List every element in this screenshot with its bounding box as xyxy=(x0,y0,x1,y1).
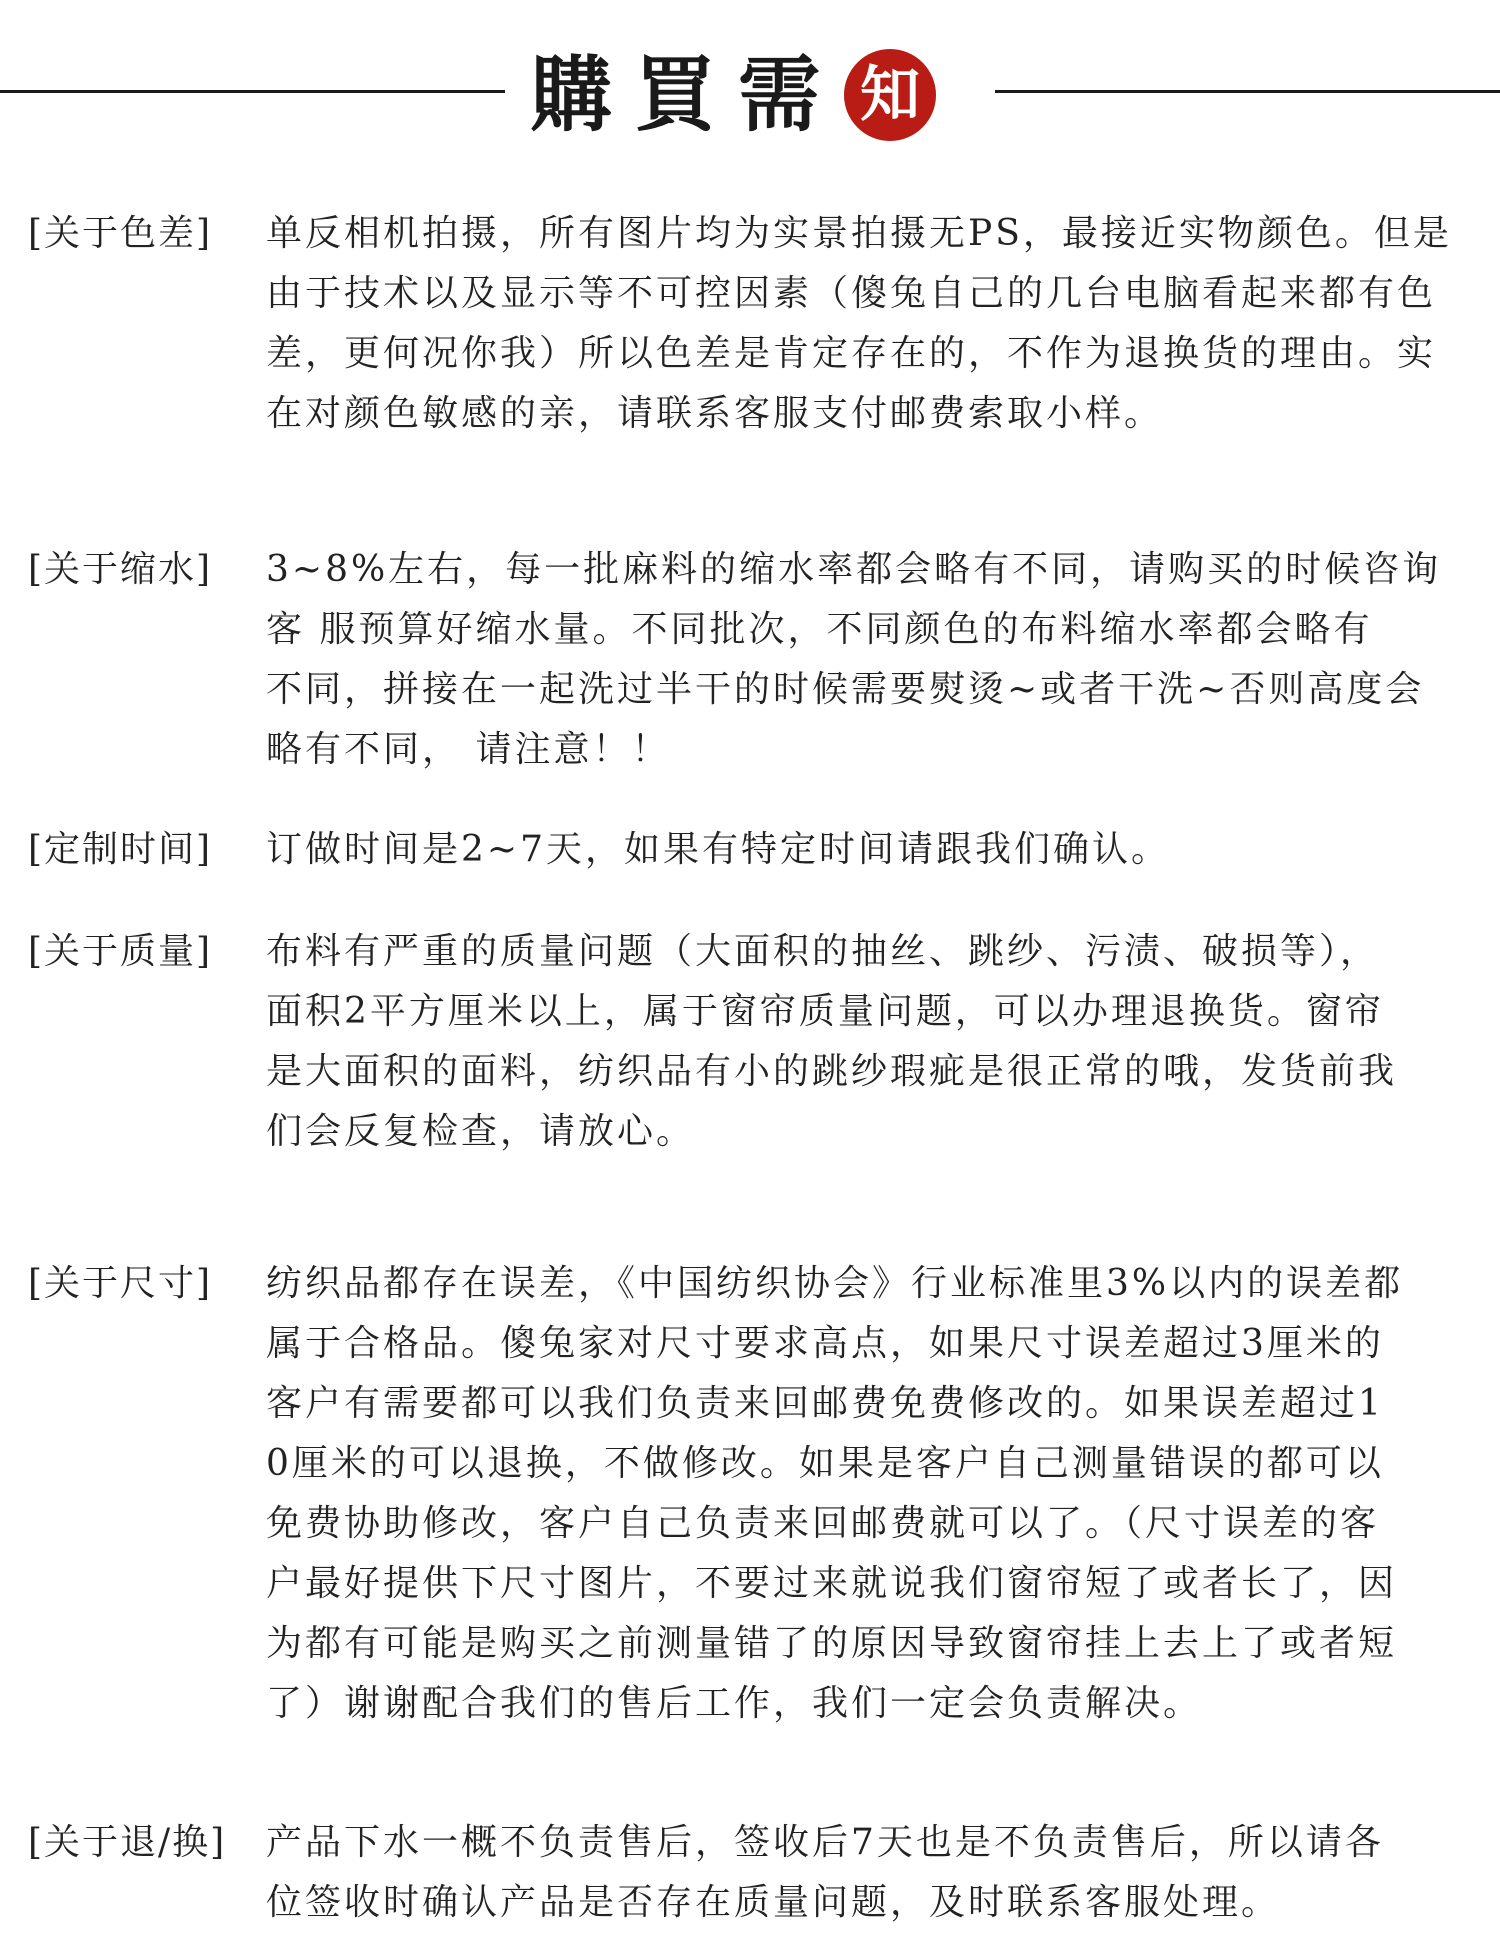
text-line: 产品下水一概不负责售后，签收后7天也是不负责售后，所以请各 xyxy=(266,1822,1384,1863)
text-line: 免费协助修改，客户自己负责来回邮费就可以了。（尺寸误差的客 xyxy=(266,1503,1380,1544)
section-label: [关于质量] xyxy=(28,931,213,972)
text-line: 订做时间是2~7天，如果有特定时间请跟我们确认。 xyxy=(266,829,1170,870)
section-label: [关于缩水] xyxy=(28,549,213,590)
text-line: 3~8%左右，每一批麻料的缩水率都会略有不同，请购买的时候咨询 xyxy=(266,549,1442,590)
text-line: 们会反复检查，请放心。 xyxy=(266,1111,696,1152)
text-line: 差，更何况你我）所以色差是肯定存在的，不作为退换货的理由。实 xyxy=(266,333,1437,374)
text-line: 略有不同， 请注意！！ xyxy=(266,729,671,770)
title-char-2: 買 xyxy=(634,47,717,143)
text-line: 客 服预算好缩水量。不同批次，不同颜色的布料缩水率都会略有 xyxy=(266,609,1373,650)
text-line: 属于合格品。傻兔家对尺寸要求高点，如果尺寸误差超过3厘米的 xyxy=(266,1323,1384,1364)
text-line: 位签收时确认产品是否存在质量问题，及时联系客服处理。 xyxy=(266,1882,1281,1923)
title-char-3: 需 xyxy=(738,47,821,143)
text-line: 纺织品都存在误差，《中国纺织协会》行业标准里3%以内的误差都 xyxy=(266,1263,1404,1304)
title-char-1: 購 xyxy=(530,47,613,143)
text-line: 为都有可能是购买之前测量错了的原因导致窗帘挂上去上了或者短 xyxy=(266,1623,1398,1664)
section-body xyxy=(266,1254,1466,1734)
text-line: 是大面积的面料，纺织品有小的跳纱瑕疵是很正常的哦，发货前我 xyxy=(266,1051,1398,1092)
section-body xyxy=(266,204,1466,444)
section-label: [关于退/换] xyxy=(28,1822,227,1863)
seal-stamp: 知 xyxy=(844,49,936,141)
section-label: [关于色差] xyxy=(28,213,213,254)
text-line: 由于技术以及显示等不可控因素（傻兔自己的几台电脑看起来都有色 xyxy=(266,273,1437,314)
section-body xyxy=(266,1813,1466,1933)
header-rule-left xyxy=(0,90,505,93)
page-title xyxy=(530,40,936,150)
text-line: 不同，拼接在一起洗过半干的时候需要熨烫~或者干洗~否则高度会 xyxy=(266,669,1425,710)
text-line: 单反相机拍摄，所有图片均为实景拍摄无PS，最接近实物颜色。但是 xyxy=(266,213,1452,254)
text-line: 客户有需要都可以我们负责来回邮费免费修改的。如果误差超过1 xyxy=(266,1383,1384,1424)
section-body xyxy=(266,922,1466,1162)
text-line: 户最好提供下尺寸图片，不要过来就说我们窗帘短了或者长了，因 xyxy=(266,1563,1398,1604)
header xyxy=(0,0,1500,190)
text-line: 0厘米的可以退换，不做修改。如果是客户自己测量错误的都可以 xyxy=(266,1443,1384,1484)
header-rule-right xyxy=(995,90,1500,93)
text-line: 布料有严重的质量问题（大面积的抽丝、跳纱、污渍、破损等）， xyxy=(266,931,1380,972)
section-label: [定制时间] xyxy=(28,829,213,870)
section-body xyxy=(266,540,1466,780)
section-body xyxy=(266,820,1466,880)
text-line: 了）谢谢配合我们的售后工作，我们一定会负责解决。 xyxy=(266,1683,1203,1724)
text-line: 面积2平方厘米以上，属于窗帘质量问题，可以办理退换货。窗帘 xyxy=(266,991,1384,1032)
text-line: 在对颜色敏感的亲，请联系客服支付邮费索取小样。 xyxy=(266,393,1164,434)
section-label: [关于尺寸] xyxy=(28,1263,213,1304)
